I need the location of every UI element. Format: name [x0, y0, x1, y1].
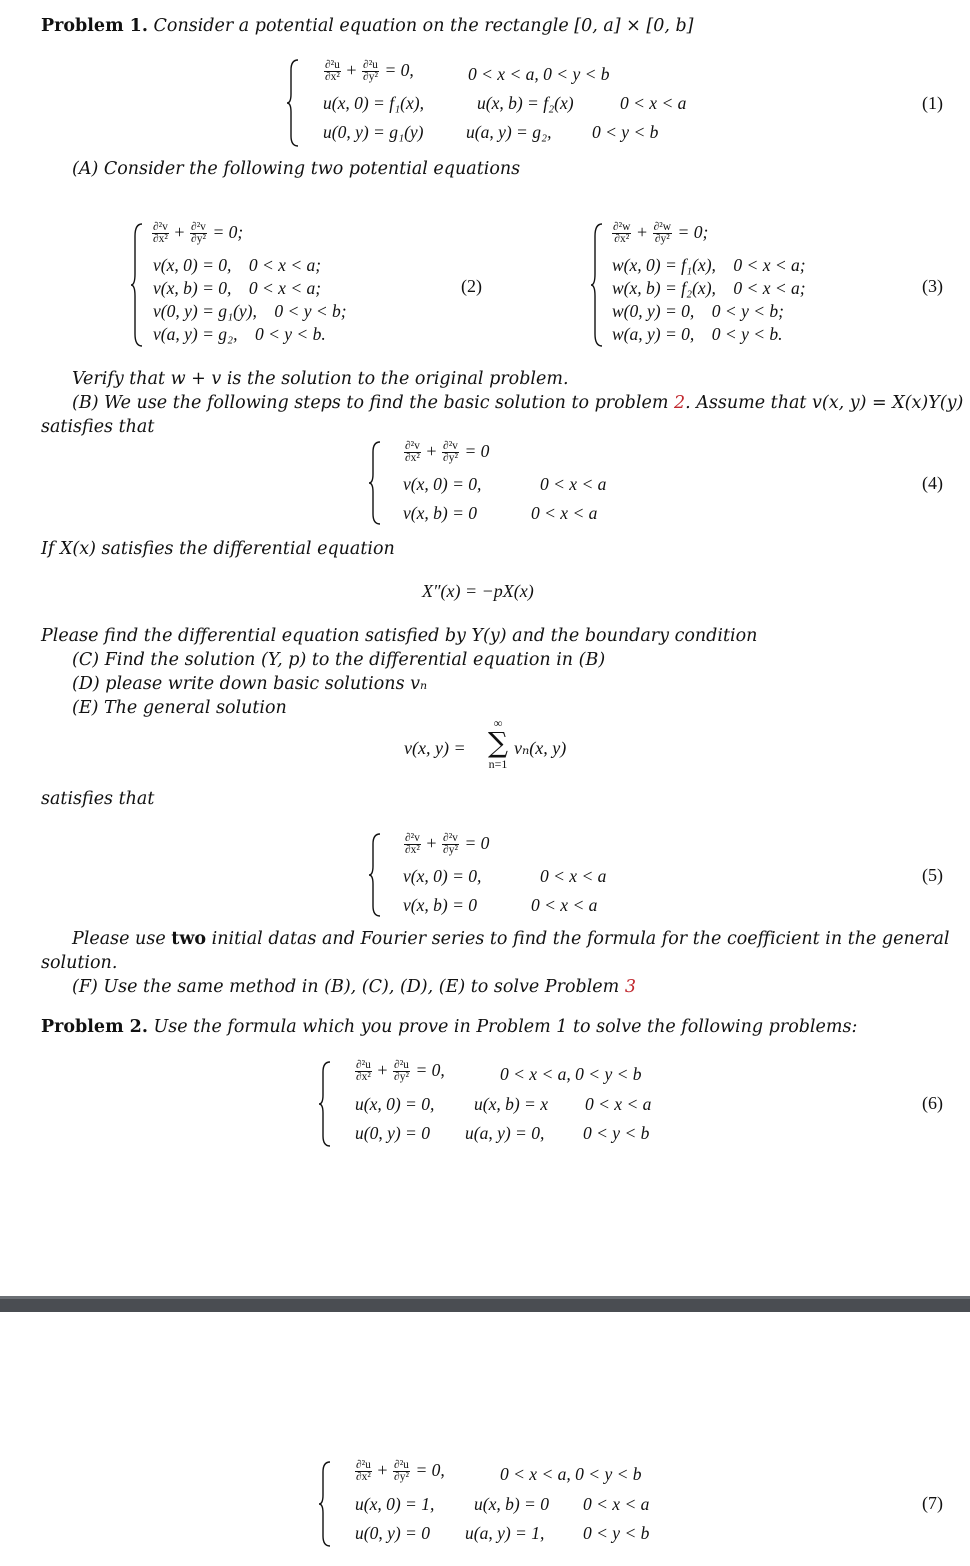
system1-bc-xb: u(x, b) = f₂(x): [477, 93, 574, 113]
series-sum: [484, 717, 512, 771]
partE-text: (E) The general solution: [72, 698, 287, 718]
system7-domain: 0 < x < a, 0 < y < b: [500, 1464, 642, 1484]
brace-system-1: [286, 58, 302, 148]
frac-w-xx: $\frac{\text{∂²w}}{\text{∂x²}}$: [613, 221, 631, 246]
please-line: [72, 929, 950, 949]
frac-v-xx-4: $\frac{\text{∂²v}}{\text{∂x²}}$: [405, 440, 420, 465]
partA-text: (A) Consider the following two potential equations: [72, 159, 521, 179]
problem2-intro: Use the formula which you prove in Problem 1 to solve the following problems:: [153, 1017, 858, 1037]
system2-row-3: v(0, y) = g₁(y), 0 < y < b;: [153, 301, 347, 321]
system4-pde: $\frac{\text{∂²v}}{\text{∂x²}}$ + $\frac{\text{∂²v}}{\text{∂y²}}$ = 0: [405, 440, 490, 465]
partB-pre: (B) We use the following steps to find the basic solution to problem: [72, 393, 669, 413]
system3-pde: $\frac{\text{∂²w}}{\text{∂x²}}$ + $\frac{\text{∂²w}}{\text{∂y²}}$ = 0;: [613, 221, 709, 246]
system7-range-y: 0 < y < b: [583, 1523, 650, 1543]
problem2-line: [41, 1017, 857, 1037]
system3-row-2: w(x, b) = f₂(x), 0 < x < a;: [612, 278, 806, 298]
system7-bc-x0: u(x, 0) = 1,: [355, 1494, 435, 1514]
system3-row-1: w(x, 0) = f₁(x), 0 < x < a;: [612, 255, 806, 275]
frac-u-xx-7: $\frac{\text{∂²u}}{\text{∂x²}}$: [356, 1459, 371, 1484]
system7-pde: $\frac{\text{∂²u}}{\text{∂x²}}$ + $\frac{\text{∂²u}}{\text{∂y²}}$ = 0,: [356, 1459, 445, 1484]
system6-bc-ay: u(a, y) = 0,: [465, 1123, 545, 1143]
partF-pre: (F) Use the same method in (B), (C), (D), (E) to solve Problem: [72, 977, 620, 997]
system2-row-2: v(x, b) = 0, 0 < x < a;: [153, 278, 322, 298]
problem1-line: [41, 16, 694, 36]
frac-u-xx: $\frac{\text{∂²u}}{\text{∂x²}}$: [325, 59, 340, 84]
system2-row-4: v(a, y) = g₂, 0 < y < b.: [153, 324, 326, 344]
problem2-heading: Problem 2.: [41, 1017, 148, 1037]
please-pre: Please use: [72, 929, 166, 949]
system5-pde: $\frac{\text{∂²v}}{\text{∂x²}}$ + $\frac{\text{∂²v}}{\text{∂y²}}$ = 0: [405, 832, 490, 857]
system4-bc-1: v(x, 0) = 0,: [403, 474, 482, 494]
frac-v-xx-5: $\frac{\text{∂²v}}{\text{∂x²}}$: [405, 832, 420, 857]
partB-post: . Assume that v(x, y) = X(x)Y(y): [685, 393, 964, 413]
system7-bc-0y: u(0, y) = 0: [355, 1523, 430, 1543]
system6-pde: $\frac{\text{∂²u}}{\text{∂x²}}$ + $\frac{\text{∂²u}}{\text{∂y²}}$ = 0,: [356, 1059, 445, 1084]
system6-bc-x0: u(x, 0) = 0,: [355, 1094, 435, 1114]
system6-bc-xb: u(x, b) = x: [474, 1094, 548, 1114]
system1-domain: 0 < x < a, 0 < y < b: [468, 64, 610, 84]
series-lhs: v(x, y) =: [404, 738, 466, 758]
system1-range-x: 0 < x < a: [620, 93, 687, 113]
problem1-heading: Problem 1.: [41, 16, 148, 36]
brace-system-7: [318, 1460, 334, 1548]
system6-range-y: 0 < y < b: [583, 1123, 650, 1143]
brace-system-4: [368, 440, 384, 526]
please-post: initial datas and Fourier series to find the formula for the coefficient in the general: [211, 929, 950, 949]
frac-u-yy-7: $\frac{\text{∂²u}}{\text{∂y²}}$: [394, 1459, 409, 1484]
system4-bc-2: v(x, b) = 0: [403, 503, 477, 523]
system6-range-x: 0 < x < a: [585, 1094, 652, 1114]
page-separator: [0, 1296, 970, 1312]
ref-problem-3[interactable]: 3: [624, 977, 636, 997]
frac-u-xx-6: $\frac{\text{∂²u}}{\text{∂x²}}$: [356, 1059, 371, 1084]
sum-upper: ∞: [493, 716, 503, 730]
satisfies-text-2: satisfies that: [41, 789, 155, 809]
partF-line: [72, 977, 636, 997]
system5-bc-1: v(x, 0) = 0,: [403, 866, 482, 886]
partB-line: [72, 393, 963, 413]
system5-range-2: 0 < x < a: [531, 895, 598, 915]
system1-range-y: 0 < y < b: [592, 122, 659, 142]
ref-problem-2[interactable]: 2: [674, 393, 686, 413]
system6-domain: 0 < x < a, 0 < y < b: [500, 1064, 642, 1084]
please-bold: two: [171, 929, 207, 949]
system5-bc-2: v(x, b) = 0: [403, 895, 477, 915]
ifX-text: If X(x) satisfies the differential equation: [41, 539, 395, 559]
equation-label-1: (1): [922, 93, 943, 113]
brace-system-3: [590, 222, 606, 348]
frac-v-xx: $\frac{\text{∂²v}}{\text{∂x²}}$: [153, 221, 168, 246]
partD-text: (D) please write down basic solutions vₙ: [72, 674, 428, 694]
equation-label-3: (3): [922, 276, 943, 296]
ode-equation: X″(x) = −pX(x): [422, 581, 534, 601]
system1-bc-0y: u(0, y) = g₁(y): [323, 122, 424, 142]
equation-label-5: (5): [922, 865, 943, 885]
frac-u-yy-6: $\frac{\text{∂²u}}{\text{∂y²}}$: [394, 1059, 409, 1084]
system1-pde: $\frac{\text{∂²u}}{\text{∂x²}}$ + $\frac{\text{∂²u}}{\text{∂y²}}$ = 0,: [325, 59, 414, 84]
frac-w-yy: $\frac{\text{∂²w}}{\text{∂y²}}$: [653, 221, 672, 246]
frac-v-yy-5: $\frac{\text{∂²v}}{\text{∂y²}}$: [443, 832, 458, 857]
problem1-intro: Consider a potential equation on the rectangle [0, a] × [0, b]: [153, 16, 694, 36]
findY-text: Please find the differential equation satisfied by Y(y) and the boundary condition: [41, 626, 758, 646]
equation-label-2: (2): [461, 276, 482, 296]
system1-bc-x0: u(x, 0) = f₁(x),: [323, 93, 424, 113]
equation-label-4: (4): [922, 473, 943, 493]
system2-row-1: v(x, 0) = 0, 0 < x < a;: [153, 255, 322, 275]
partC-text: (C) Find the solution (Y, p) to the differential equation in (B): [72, 650, 606, 670]
system1-bc-ay: u(a, y) = g₂,: [466, 122, 552, 142]
satisfies-text-1: satisfies that: [41, 417, 155, 437]
series-term: vₙ(x, y): [514, 738, 567, 758]
frac-v-yy-4: $\frac{\text{∂²v}}{\text{∂y²}}$: [443, 440, 458, 465]
system7-bc-xb: u(x, b) = 0: [474, 1494, 549, 1514]
system3-row-3: w(0, y) = 0, 0 < y < b;: [612, 301, 784, 321]
sum-lower: n=1: [488, 757, 508, 771]
system7-bc-ay: u(a, y) = 1,: [465, 1523, 545, 1543]
document-page-2: [0, 1312, 970, 1566]
equation-label-6: (6): [922, 1093, 943, 1113]
brace-system-5: [368, 832, 384, 918]
system6-bc-0y: u(0, y) = 0: [355, 1123, 430, 1143]
frac-v-yy: $\frac{\text{∂²v}}{\text{∂y²}}$: [191, 221, 206, 246]
brace-system-6: [318, 1060, 334, 1148]
system7-range-x: 0 < x < a: [583, 1494, 650, 1514]
solution-word: solution.: [41, 953, 118, 973]
system4-range-2: 0 < x < a: [531, 503, 598, 523]
system4-range-1: 0 < x < a: [540, 474, 607, 494]
verify-text: Verify that w + v is the solution to the original problem.: [72, 369, 569, 389]
system3-row-4: w(a, y) = 0, 0 < y < b.: [612, 324, 783, 344]
brace-system-2: [130, 222, 146, 348]
equation-label-7: (7): [922, 1493, 943, 1513]
system2-pde: $\frac{\text{∂²v}}{\text{∂x²}}$ + $\frac{\text{∂²v}}{\text{∂y²}}$ = 0;: [153, 221, 244, 246]
sum-sigma: ∑: [488, 726, 508, 759]
frac-u-yy: $\frac{\text{∂²u}}{\text{∂y²}}$: [363, 59, 378, 84]
system5-range-1: 0 < x < a: [540, 866, 607, 886]
